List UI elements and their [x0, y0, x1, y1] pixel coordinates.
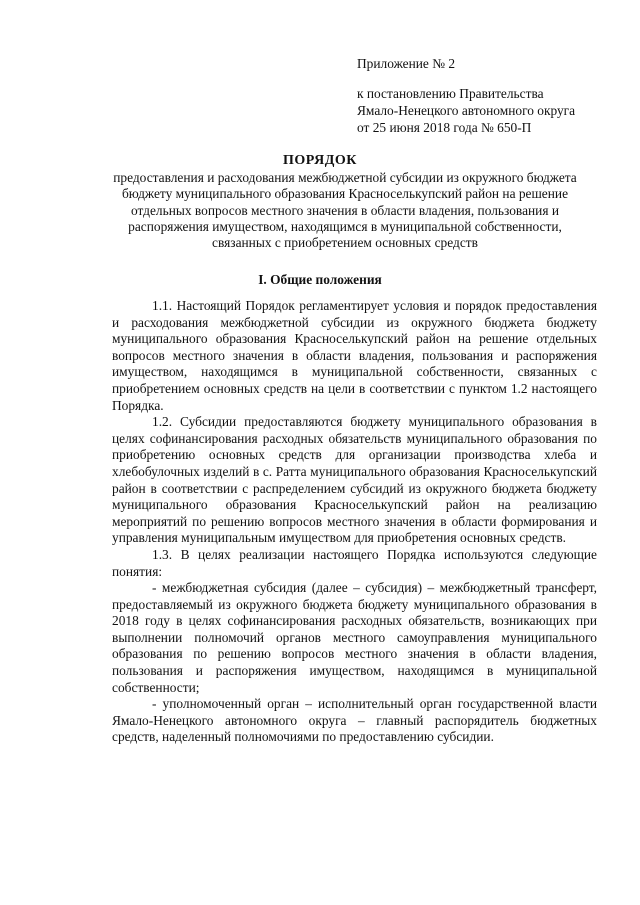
- appendix-region-line: Ямало-Ненецкого автономного округа: [357, 103, 576, 118]
- paragraph-1-1: 1.1. Настоящий Порядок регламентирует условия и порядок предоставления и расходования межбюджетной субсидии из окружного бюджета бюджету муниципального образования Красноселькупский район на решение отдельных вопросов местного значения в области владения, пользования и распоряжения имуществом, находящимся в муниципальной собственности, связанных с приобретением основных средств на цели в соответствии с пунктом 1.2 настоящего Порядка.: [112, 298, 597, 413]
- appendix-number: Приложение № 2: [357, 56, 456, 71]
- paragraph-1-3: 1.3. В целях реализации настоящего Порядка используются следующие понятия:: [112, 546, 597, 579]
- definition-subsidy: - межбюджетная субсидия (далее – субсидия) – межбюджетный трансферт, предоставляемый из окружного бюджета бюджету муниципального образования в 2018 году в целях софинансирования расходных обязательств, возникающих при выполнении полномочий органов местного самоуправления муниципального образования по решению вопросов местного значения в области владения, пользования и распоряжения имуществом, находящимся в муниципальной собственности;: [112, 580, 597, 695]
- document-body: [112, 298, 597, 746]
- appendix-date-line: от 25 июня 2018 года № 650-П: [357, 120, 532, 135]
- definition-authorized-body: - уполномоченный орган – исполнительный орган государственной власти Ямало-Ненецкого автономного округа – главный распорядитель бюджетных средств, наделенный полномочиями по предоставлению субсидии.: [112, 696, 597, 745]
- section-heading: I. Общие положения: [258, 272, 382, 287]
- paragraph-1-2: 1.2. Субсидии предоставляются бюджету муниципального образования в целях софинансирования расходных обязательств муниципального образования по приобретению основных средств для организации производства хлеба и хлебобулочных изделий в с. Ратта муниципального образования Красноселькупский район в соответствии с распределением субсидий из окружного бюджета бюджету муниципального образования Красноселькупский район на реализацию мероприятий по решению вопросов местного значения в области формирования и управления муниципальным имуществом для приобретения основных средств.: [112, 414, 597, 546]
- appendix-block: [357, 55, 575, 136]
- document-title: ПОРЯДОК: [283, 153, 357, 168]
- document-subtitle: предоставления и расходования межбюджетной субсидии из окружного бюджета бюджету муниципального образования Красноселькупский район на решение отдельных вопросов местного значения в области владения, пользования и распоряжения имуществом, находящимся в муниципальной собственности, связанных с приобретением основных средств: [113, 170, 577, 251]
- appendix-resolution-line: к постановлению Правительства: [357, 86, 544, 101]
